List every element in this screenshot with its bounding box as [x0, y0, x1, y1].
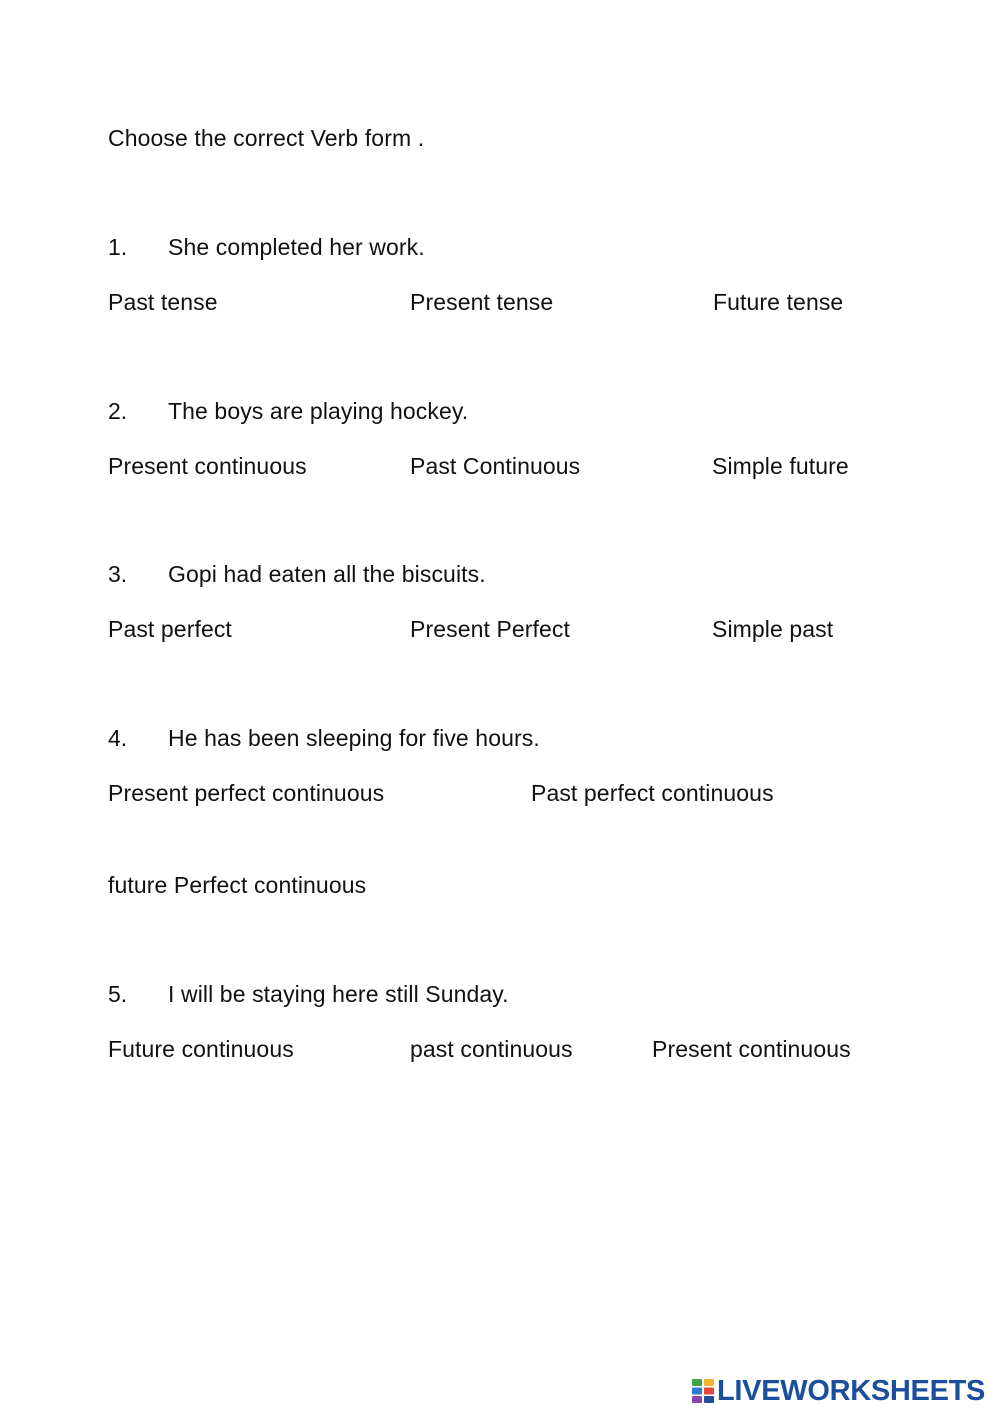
question-sentence: She completed her work. — [168, 234, 425, 260]
question-number: 5. — [108, 981, 128, 1007]
question-number: 3. — [108, 561, 128, 587]
instruction: Choose the correct Verb form . — [108, 125, 425, 151]
question-number: 2. — [108, 398, 128, 424]
answer-option[interactable]: Present continuous — [108, 453, 307, 479]
answer-option[interactable]: Simple past — [712, 616, 834, 642]
answer-option[interactable]: Past Continuous — [410, 453, 581, 479]
answer-option[interactable]: Present perfect continuous — [108, 780, 385, 806]
question-sentence: Gopi had eaten all the biscuits. — [168, 561, 486, 587]
question-sentence: I will be staying here still Sunday. — [168, 981, 509, 1007]
answer-option[interactable]: Past perfect — [108, 616, 232, 642]
question-sentence: The boys are playing hockey. — [168, 398, 469, 424]
answer-option[interactable]: future Perfect continuous — [108, 872, 367, 898]
brand-name: LIVEWORKSHEETS — [717, 1375, 986, 1407]
answer-option[interactable]: Present continuous — [652, 1036, 851, 1062]
answer-option[interactable]: Past perfect continuous — [531, 780, 774, 806]
answer-option[interactable]: Present Perfect — [410, 616, 571, 642]
answer-option[interactable]: Future tense — [713, 289, 844, 315]
answer-option[interactable]: Past tense — [108, 289, 218, 315]
liveworksheets-logo-icon — [692, 1379, 714, 1403]
answer-option[interactable]: Future continuous — [108, 1036, 294, 1062]
answer-option[interactable]: past continuous — [410, 1036, 573, 1062]
answer-option[interactable]: Simple future — [712, 453, 849, 479]
answer-option[interactable]: Present tense — [410, 289, 554, 315]
question-number: 1. — [108, 234, 128, 260]
liveworksheets-logo — [692, 1374, 985, 1408]
question-sentence: He has been sleeping for five hours. — [168, 725, 540, 751]
question-number: 4. — [108, 725, 128, 751]
